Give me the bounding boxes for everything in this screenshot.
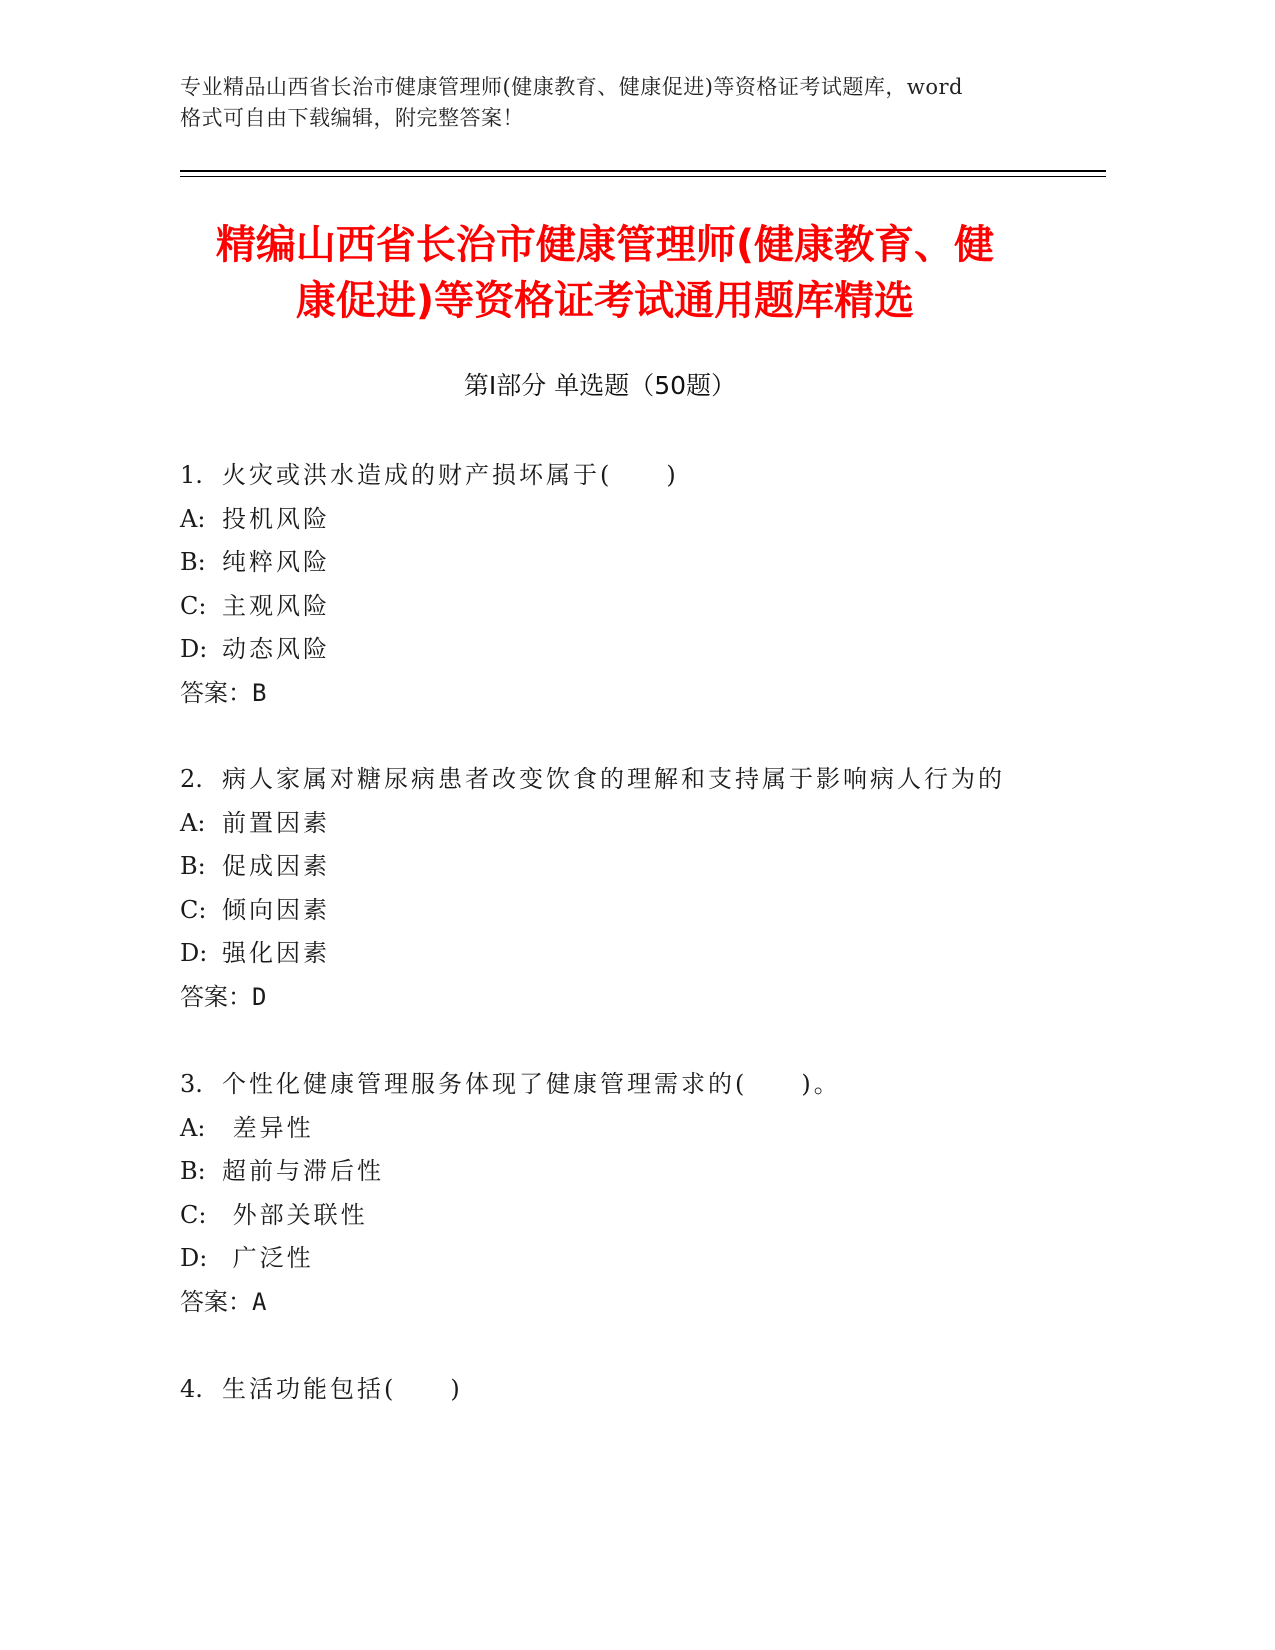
- option-text: 主观风险: [222, 591, 330, 620]
- option-text: 外部关联性: [222, 1200, 368, 1229]
- option-d: [180, 1237, 1080, 1281]
- option-letter: A:: [180, 808, 206, 837]
- answer-line: [180, 672, 1080, 716]
- answer-value: D: [252, 982, 267, 1011]
- option-text: 纯粹风险: [222, 548, 330, 577]
- option-text: 前置因素: [222, 808, 330, 837]
- option-letter: C:: [180, 895, 207, 924]
- question-text: 生活功能包括( ): [222, 1375, 463, 1403]
- question-text: 个性化健康管理服务体现了健康管理需求的( )。: [222, 1070, 841, 1098]
- option-letter: D:: [180, 635, 208, 664]
- option-a: [180, 802, 1080, 846]
- document-title-line-1: 精编山西省长治市健康管理师(健康教育、健: [215, 222, 995, 268]
- option-text: 促成因素: [222, 852, 330, 881]
- question-number: 4.: [180, 1375, 203, 1403]
- option-c: [180, 585, 1080, 629]
- question-1: [180, 454, 1080, 716]
- question-4: [180, 1368, 1080, 1412]
- answer-label: 答案：: [180, 982, 252, 1011]
- option-letter: B:: [180, 852, 206, 881]
- header-note: [180, 72, 1060, 134]
- question-stem: [180, 454, 1080, 498]
- option-letter: B:: [180, 1157, 206, 1186]
- option-letter: A:: [180, 1113, 206, 1142]
- question-number: 3.: [180, 1070, 203, 1098]
- option-text: 差异性: [222, 1113, 314, 1142]
- section-heading: 第Ⅰ部分 单选题（50题）: [463, 371, 737, 400]
- question-stem: [180, 1063, 1080, 1107]
- question-number: 2.: [180, 765, 203, 793]
- answer-value: B: [252, 678, 267, 707]
- option-letter: C:: [180, 591, 207, 620]
- option-d: [180, 932, 1080, 976]
- question-text: 火灾或洪水造成的财产损坏属于( ): [222, 461, 679, 489]
- option-b: [180, 1150, 1080, 1194]
- question-stem: [180, 1368, 1080, 1412]
- header-note-line-1: 专业精品山西省长治市健康管理师(健康教育、健康促进)等资格证考试题库，word: [180, 75, 963, 99]
- option-letter: D:: [180, 939, 208, 968]
- option-b: [180, 541, 1080, 585]
- question-stem: [180, 758, 1080, 802]
- option-text: 动态风险: [222, 635, 330, 664]
- option-text: 超前与滞后性: [222, 1157, 384, 1186]
- option-d: [180, 628, 1080, 672]
- answer-label: 答案：: [180, 678, 252, 707]
- option-text: 强化因素: [222, 939, 330, 968]
- document-title: [150, 217, 1060, 329]
- option-a: [180, 498, 1080, 542]
- document-title-line-2: 康促进)等资格证考试通用题库精选: [295, 278, 915, 324]
- option-a: [180, 1107, 1080, 1151]
- answer-line: [180, 1281, 1080, 1325]
- answer-line: [180, 976, 1080, 1020]
- question-number: 1.: [180, 461, 203, 489]
- answer-label: 答案：: [180, 1287, 252, 1316]
- option-text: 广泛性: [222, 1244, 314, 1273]
- answer-value: A: [252, 1287, 267, 1316]
- header-note-line-2: 格式可自由下载编辑，附完整答案！: [180, 106, 524, 130]
- option-letter: C:: [180, 1200, 207, 1229]
- question-text: 病人家属对糖尿病患者改变饮食的理解和支持属于影响病人行为的: [222, 765, 1005, 793]
- option-text: 投机风险: [222, 504, 330, 533]
- option-c: [180, 1194, 1080, 1238]
- option-letter: D:: [180, 1244, 208, 1273]
- option-b: [180, 845, 1080, 889]
- option-c: [180, 889, 1080, 933]
- option-text: 倾向因素: [222, 895, 330, 924]
- question-3: [180, 1063, 1080, 1325]
- question-2: [180, 758, 1080, 1020]
- header-divider-thick: [180, 170, 1106, 172]
- option-letter: A:: [180, 504, 206, 533]
- header-divider-thin: [180, 176, 1106, 177]
- option-letter: B:: [180, 548, 206, 577]
